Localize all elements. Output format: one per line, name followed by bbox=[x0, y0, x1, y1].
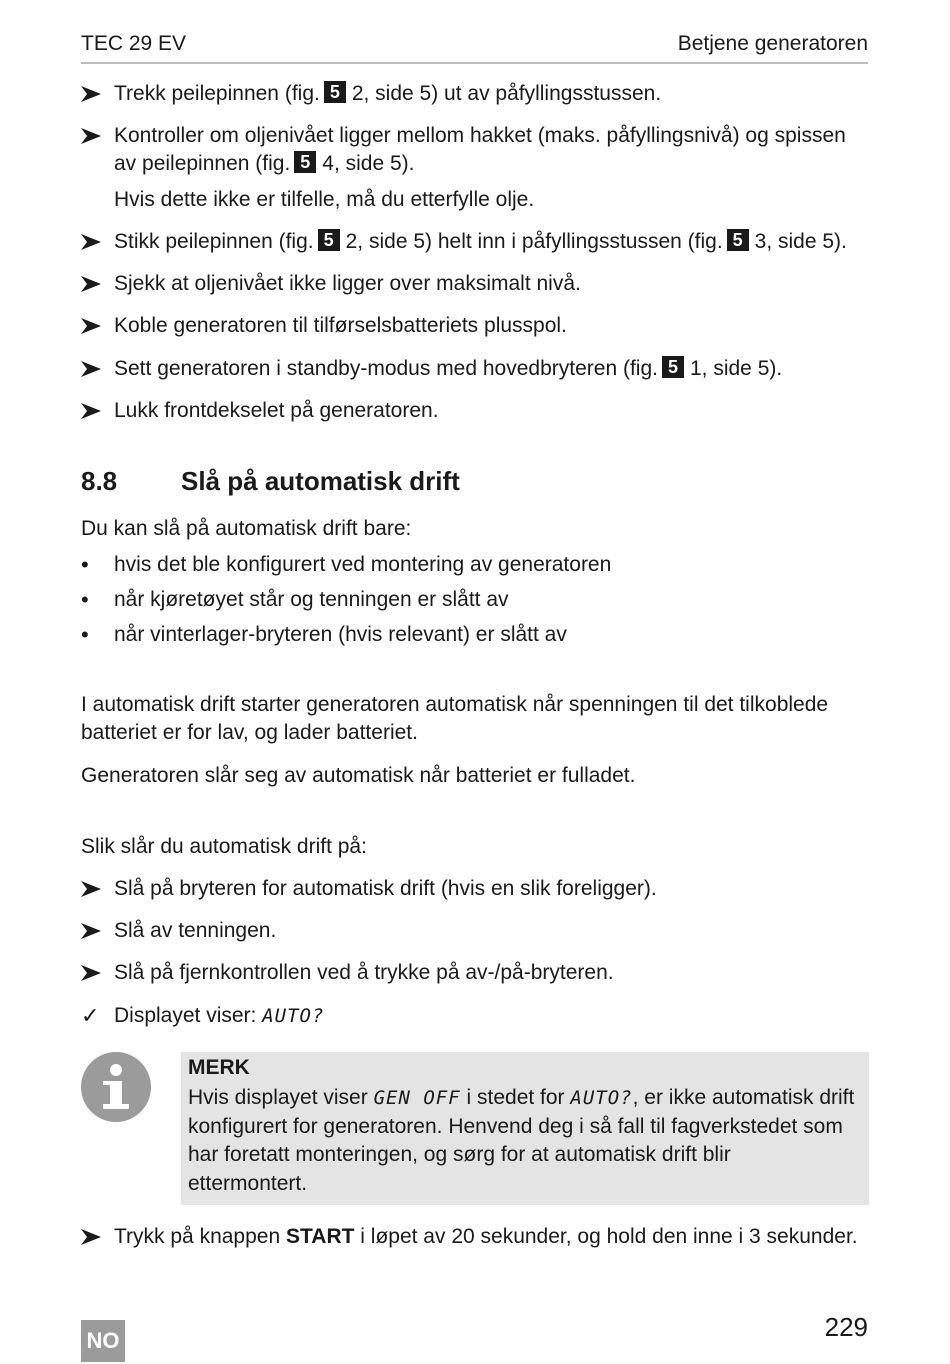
arrow-icon bbox=[81, 312, 109, 341]
arrow-icon bbox=[81, 959, 109, 988]
arrow-icon bbox=[81, 355, 109, 384]
paragraph-auto-start: I automatisk drift starter generatoren automatisk når spenningen til det tilkoblede batteriet er for lav, og lader batteriet. bbox=[81, 693, 829, 744]
figure-ref-badge: 5 bbox=[294, 151, 316, 173]
arrow-icon bbox=[81, 122, 109, 151]
arrow-icon bbox=[81, 917, 109, 946]
info-icon bbox=[81, 1052, 151, 1122]
paragraph-auto-stop: Generatoren slår seg av automatisk når batteriet er fulladet. bbox=[81, 764, 636, 787]
arrow-icon bbox=[81, 875, 109, 904]
section-number: 8.8 bbox=[81, 466, 118, 496]
display-readout: AUTO? bbox=[262, 1005, 325, 1027]
display-readout: AUTO? bbox=[570, 1087, 633, 1109]
arrow-icon bbox=[81, 270, 109, 299]
start-key-label: START bbox=[286, 1225, 355, 1248]
page-number: 229 bbox=[824, 1312, 868, 1342]
procedure-intro: Slik slår du automatisk drift på: bbox=[81, 835, 367, 858]
section-title: Slå på automatisk drift bbox=[181, 466, 460, 496]
figure-ref-badge: 5 bbox=[318, 229, 340, 251]
header-product: TEC 29 EV bbox=[81, 32, 187, 55]
arrow-icon bbox=[81, 397, 109, 426]
figure-ref-badge: 5 bbox=[324, 81, 346, 103]
figure-ref-badge: 5 bbox=[727, 229, 749, 251]
note-title: MERK bbox=[188, 1056, 250, 1079]
figure-ref-badge: 5 bbox=[662, 356, 684, 378]
page-header bbox=[81, 30, 868, 64]
note-box bbox=[181, 1052, 869, 1205]
bullet-icon: • bbox=[81, 587, 89, 612]
intro-text: Du kan slå på automatisk drift bare: bbox=[81, 517, 412, 540]
note-body: Hvis displayet viser GEN OFF i stedet for AUTO?, er ikke automatisk drift konfigurert for generatoren. Henvend deg i så fall til fagverkstedet som har foretatt monteringen, og sørg for at automatisk drift blir ettermontert. bbox=[188, 1086, 855, 1195]
arrow-icon bbox=[81, 1223, 109, 1252]
language-badge: NO bbox=[81, 1320, 125, 1362]
arrow-icon bbox=[81, 80, 109, 109]
bullet-icon: • bbox=[81, 552, 89, 577]
checkmark-icon: ✓ bbox=[81, 1003, 100, 1028]
header-chapter: Betjene generatoren bbox=[677, 32, 868, 55]
display-readout: GEN OFF bbox=[373, 1087, 461, 1109]
arrow-icon bbox=[81, 228, 109, 257]
bullet-icon: • bbox=[81, 622, 89, 647]
